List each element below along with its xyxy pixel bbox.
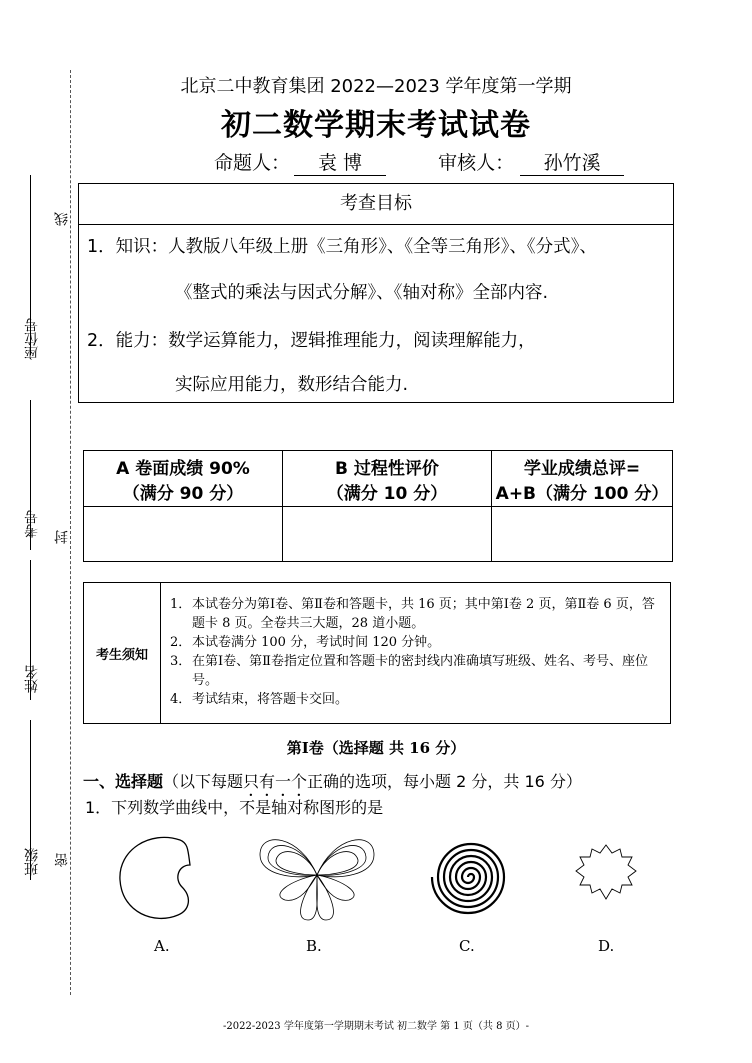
examinee-notice-box (83, 582, 671, 724)
exam-title: 初二数学期末考试试卷 (221, 108, 531, 143)
instruction-pre: （以下每题 (163, 772, 244, 791)
score-cell-a[interactable] (84, 507, 283, 562)
setter-name: 袁 博 (294, 148, 386, 176)
reviewer-label: 审核人： (438, 152, 515, 174)
butterfly-curve-figure (260, 840, 374, 920)
cardioid-figure (120, 837, 190, 918)
option-a[interactable]: A. (154, 937, 170, 955)
option-c[interactable]: C. (459, 937, 475, 955)
section-title: 第Ⅰ卷（选择题 共 16 分） (286, 739, 466, 757)
class-label: 班级 (24, 848, 40, 876)
page-footer: -2022-2023 学年度第一学期期末考试 初二数学 第 1 页（共 8 页）- (222, 1021, 529, 1032)
seal-char-xian: 线 (54, 212, 70, 226)
option-d[interactable]: D. (598, 937, 615, 955)
score-header-a: A 卷面成绩 90% （满分 90 分） (84, 451, 283, 507)
option-b[interactable]: B. (306, 937, 322, 955)
score-table (83, 450, 673, 562)
name-label: 姓名 (24, 665, 40, 693)
seal-char-mi: 密 (54, 853, 70, 867)
authors-line (214, 148, 624, 176)
notice-item: 2． 本试卷满分 100 分，考试时间 120 分钟。 (170, 635, 441, 650)
notice-list (170, 595, 666, 709)
objectives-heading: 考查目标 (79, 184, 673, 225)
score-cell-total[interactable] (492, 507, 673, 562)
score-header-b: B 过程性评价 （满分 10 分） (283, 451, 492, 507)
instruction-emphasis: 只有一个 (243, 772, 308, 791)
org-term-title: 北京二中教育集团 2022—2023 学年度第一学期 (180, 76, 572, 97)
exam-number-label: 考号 (24, 510, 40, 538)
koch-snowflake-figure (576, 845, 636, 899)
objective-line: 2．能力：数学运算能力，逻辑推理能力，阅读理解能力， (87, 331, 536, 351)
seat-number-label: 座位号 (24, 318, 40, 360)
reviewer-name: 孙竹溪 (520, 148, 624, 176)
objectives-box (78, 183, 674, 403)
objective-line: 《整式的乘法与因式分解》、《轴对称》全部内容. (175, 283, 549, 303)
notice-item: 1． 本试卷分为第Ⅰ卷、第Ⅱ卷和答题卡，共 16 页；其中第Ⅰ卷 2 页，第Ⅱ卷 6 页，答题卡 8 页。全卷共三大题，28 道小题。 (170, 597, 655, 631)
part-label: 一、选择题 (83, 772, 164, 791)
notice-label: 考生须知 (84, 583, 161, 723)
notice-item: 4． 考试结束，将答题卡交回。 (170, 692, 349, 707)
question-1-text: 1．下列数学曲线中，不是轴对称图形的是 (85, 798, 384, 817)
setter-label: 命题人： (214, 152, 291, 174)
instruction-post: 正确的选项，每小题 2 分，共 16 分） (307, 772, 582, 791)
notice-item: 3． 在第Ⅰ卷、第Ⅱ卷指定位置和答题卡的密封线内准确填写班级、姓名、考号、座位号。 (170, 654, 648, 688)
spiral-figure (432, 844, 504, 913)
score-header-total: 学业成绩总评= A+B（满分 100 分） (492, 451, 673, 507)
question-1-figures (110, 825, 710, 930)
objective-line: 实际应用能力，数形结合能力. (175, 375, 409, 395)
seal-char-feng: 封 (54, 530, 70, 544)
score-cell-b[interactable] (283, 507, 492, 562)
objective-line: 1．知识：人教版八年级上册《三角形》、《全等三角形》、《分式》、 (87, 237, 597, 257)
